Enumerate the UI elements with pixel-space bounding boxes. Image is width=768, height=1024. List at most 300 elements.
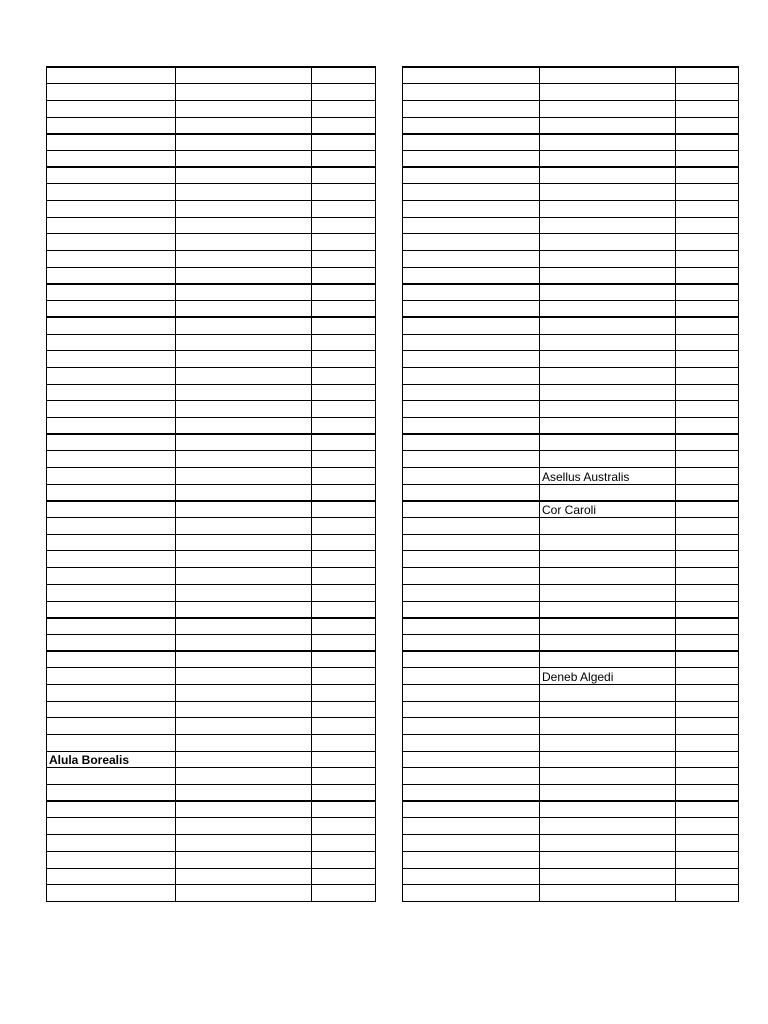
right-cell-r20-c0[interactable]	[403, 401, 540, 418]
right-cell-r3-c2[interactable]	[676, 117, 739, 134]
right-cell-r30-c2[interactable]	[676, 568, 739, 585]
left-cell-r34-c2[interactable]	[312, 634, 376, 651]
right-cell-r33-c0[interactable]	[403, 618, 540, 635]
right-cell-r21-c0[interactable]	[403, 417, 540, 434]
left-cell-r32-c0[interactable]	[47, 601, 176, 618]
left-cell-r12-c0[interactable]	[47, 267, 176, 284]
right-cell-r47-c1[interactable]	[540, 851, 676, 868]
left-cell-r32-c1[interactable]	[176, 601, 312, 618]
right-cell-r25-c0[interactable]	[403, 484, 540, 501]
right-cell-r23-c1[interactable]	[540, 451, 676, 468]
right-cell-r20-c1[interactable]	[540, 401, 676, 418]
right-cell-r13-c1[interactable]	[540, 284, 676, 301]
left-cell-r49-c1[interactable]	[176, 885, 312, 902]
right-cell-r8-c0[interactable]	[403, 201, 540, 218]
left-cell-r39-c2[interactable]	[312, 718, 376, 735]
left-cell-r42-c2[interactable]	[312, 768, 376, 785]
left-cell-r46-c2[interactable]	[312, 835, 376, 852]
right-cell-r6-c2[interactable]	[676, 167, 739, 184]
right-cell-r25-c1[interactable]	[540, 484, 676, 501]
right-cell-r7-c1[interactable]	[540, 184, 676, 201]
right-cell-r42-c0[interactable]	[403, 768, 540, 785]
right-cell-r27-c1[interactable]	[540, 518, 676, 535]
right-cell-r16-c0[interactable]	[403, 334, 540, 351]
right-cell-r49-c0[interactable]	[403, 885, 540, 902]
right-cell-r16-c1[interactable]	[540, 334, 676, 351]
left-cell-r13-c0[interactable]	[47, 284, 176, 301]
left-cell-r1-c2[interactable]	[312, 84, 376, 101]
left-cell-r4-c0[interactable]	[47, 134, 176, 151]
left-cell-r27-c1[interactable]	[176, 518, 312, 535]
right-cell-r39-c0[interactable]	[403, 718, 540, 735]
right-cell-r45-c1[interactable]	[540, 818, 676, 835]
left-cell-r10-c1[interactable]	[176, 234, 312, 251]
left-cell-r36-c2[interactable]	[312, 668, 376, 685]
right-cell-r1-c0[interactable]	[403, 84, 540, 101]
right-cell-r26-c1[interactable]	[540, 501, 676, 518]
left-cell-r18-c0[interactable]	[47, 367, 176, 384]
left-cell-r42-c0[interactable]	[47, 768, 176, 785]
right-cell-r11-c1[interactable]	[540, 251, 676, 268]
right-cell-r30-c1[interactable]	[540, 568, 676, 585]
left-cell-r22-c1[interactable]	[176, 434, 312, 451]
left-cell-r30-c2[interactable]	[312, 568, 376, 585]
left-cell-r37-c1[interactable]	[176, 684, 312, 701]
left-cell-r28-c1[interactable]	[176, 534, 312, 551]
right-cell-r11-c2[interactable]	[676, 251, 739, 268]
left-cell-r21-c0[interactable]	[47, 417, 176, 434]
right-cell-r15-c2[interactable]	[676, 317, 739, 334]
left-cell-r26-c2[interactable]	[312, 501, 376, 518]
left-cell-r38-c2[interactable]	[312, 701, 376, 718]
right-cell-r0-c1[interactable]	[540, 67, 676, 84]
left-cell-r36-c0[interactable]	[47, 668, 176, 685]
left-cell-r8-c0[interactable]	[47, 201, 176, 218]
left-cell-r46-c0[interactable]	[47, 835, 176, 852]
left-cell-r46-c1[interactable]	[176, 835, 312, 852]
right-cell-r8-c1[interactable]	[540, 201, 676, 218]
left-cell-r14-c0[interactable]	[47, 301, 176, 318]
right-cell-r15-c0[interactable]	[403, 317, 540, 334]
left-cell-r12-c2[interactable]	[312, 267, 376, 284]
left-cell-r5-c0[interactable]	[47, 150, 176, 167]
right-cell-r8-c2[interactable]	[676, 201, 739, 218]
left-cell-r33-c0[interactable]	[47, 618, 176, 635]
right-cell-r12-c0[interactable]	[403, 267, 540, 284]
left-cell-r24-c1[interactable]	[176, 468, 312, 485]
right-cell-r17-c2[interactable]	[676, 351, 739, 368]
right-cell-r49-c2[interactable]	[676, 885, 739, 902]
right-cell-r36-c2[interactable]	[676, 668, 739, 685]
right-cell-r47-c0[interactable]	[403, 851, 540, 868]
left-cell-r0-c0[interactable]	[47, 67, 176, 84]
right-cell-r18-c2[interactable]	[676, 367, 739, 384]
right-cell-r2-c1[interactable]	[540, 100, 676, 117]
right-cell-r33-c2[interactable]	[676, 618, 739, 635]
right-cell-r38-c1[interactable]	[540, 701, 676, 718]
left-cell-r2-c0[interactable]	[47, 100, 176, 117]
right-cell-r34-c2[interactable]	[676, 634, 739, 651]
right-cell-r0-c0[interactable]	[403, 67, 540, 84]
right-cell-r0-c2[interactable]	[676, 67, 739, 84]
right-cell-r37-c1[interactable]	[540, 684, 676, 701]
left-cell-r33-c1[interactable]	[176, 618, 312, 635]
right-cell-r40-c1[interactable]	[540, 735, 676, 752]
right-cell-r41-c0[interactable]	[403, 751, 540, 768]
right-cell-r38-c0[interactable]	[403, 701, 540, 718]
left-cell-r6-c0[interactable]	[47, 167, 176, 184]
right-cell-r48-c1[interactable]	[540, 868, 676, 885]
left-cell-r0-c1[interactable]	[176, 67, 312, 84]
right-cell-r22-c1[interactable]	[540, 434, 676, 451]
right-cell-r40-c2[interactable]	[676, 735, 739, 752]
right-cell-r3-c1[interactable]	[540, 117, 676, 134]
left-cell-r16-c0[interactable]	[47, 334, 176, 351]
left-cell-r3-c2[interactable]	[312, 117, 376, 134]
right-cell-r29-c0[interactable]	[403, 551, 540, 568]
left-cell-r27-c2[interactable]	[312, 518, 376, 535]
right-cell-r3-c0[interactable]	[403, 117, 540, 134]
left-cell-r27-c0[interactable]	[47, 518, 176, 535]
left-cell-r7-c0[interactable]	[47, 184, 176, 201]
right-cell-r48-c2[interactable]	[676, 868, 739, 885]
right-cell-r17-c1[interactable]	[540, 351, 676, 368]
right-cell-r14-c2[interactable]	[676, 301, 739, 318]
left-cell-r11-c1[interactable]	[176, 251, 312, 268]
right-cell-r41-c1[interactable]	[540, 751, 676, 768]
right-cell-r14-c1[interactable]	[540, 301, 676, 318]
right-cell-r24-c2[interactable]	[676, 468, 739, 485]
left-cell-r10-c0[interactable]	[47, 234, 176, 251]
right-cell-r37-c2[interactable]	[676, 684, 739, 701]
right-cell-r16-c2[interactable]	[676, 334, 739, 351]
right-cell-r9-c1[interactable]	[540, 217, 676, 234]
right-cell-r31-c2[interactable]	[676, 584, 739, 601]
right-cell-r22-c0[interactable]	[403, 434, 540, 451]
left-cell-r16-c2[interactable]	[312, 334, 376, 351]
left-cell-r26-c1[interactable]	[176, 501, 312, 518]
right-cell-r6-c1[interactable]	[540, 167, 676, 184]
left-cell-r40-c0[interactable]	[47, 735, 176, 752]
left-cell-r34-c0[interactable]	[47, 634, 176, 651]
right-cell-r12-c2[interactable]	[676, 267, 739, 284]
left-cell-r5-c2[interactable]	[312, 150, 376, 167]
left-cell-r12-c1[interactable]	[176, 267, 312, 284]
left-cell-r22-c2[interactable]	[312, 434, 376, 451]
left-cell-r18-c2[interactable]	[312, 367, 376, 384]
left-cell-r22-c0[interactable]	[47, 434, 176, 451]
left-cell-r11-c0[interactable]	[47, 251, 176, 268]
left-cell-r37-c2[interactable]	[312, 684, 376, 701]
right-cell-r5-c1[interactable]	[540, 150, 676, 167]
left-cell-r21-c2[interactable]	[312, 417, 376, 434]
right-cell-r11-c0[interactable]	[403, 251, 540, 268]
left-cell-r20-c1[interactable]	[176, 401, 312, 418]
right-cell-r19-c2[interactable]	[676, 384, 739, 401]
right-cell-r42-c2[interactable]	[676, 768, 739, 785]
right-cell-r9-c2[interactable]	[676, 217, 739, 234]
right-cell-r38-c2[interactable]	[676, 701, 739, 718]
right-cell-r2-c0[interactable]	[403, 100, 540, 117]
left-cell-r7-c2[interactable]	[312, 184, 376, 201]
left-cell-r44-c2[interactable]	[312, 801, 376, 818]
right-cell-r36-c0[interactable]	[403, 668, 540, 685]
left-cell-r29-c1[interactable]	[176, 551, 312, 568]
left-cell-r24-c0[interactable]	[47, 468, 176, 485]
left-cell-r21-c1[interactable]	[176, 417, 312, 434]
left-cell-r31-c2[interactable]	[312, 584, 376, 601]
right-cell-r9-c0[interactable]	[403, 217, 540, 234]
left-cell-r35-c2[interactable]	[312, 651, 376, 668]
left-cell-r9-c1[interactable]	[176, 217, 312, 234]
left-cell-r41-c0[interactable]	[47, 751, 176, 768]
left-cell-r16-c1[interactable]	[176, 334, 312, 351]
left-cell-r19-c0[interactable]	[47, 384, 176, 401]
right-cell-r27-c0[interactable]	[403, 518, 540, 535]
left-cell-r4-c2[interactable]	[312, 134, 376, 151]
right-cell-r5-c2[interactable]	[676, 150, 739, 167]
right-cell-r43-c2[interactable]	[676, 785, 739, 802]
left-cell-r35-c1[interactable]	[176, 651, 312, 668]
left-cell-r38-c1[interactable]	[176, 701, 312, 718]
right-cell-r28-c2[interactable]	[676, 534, 739, 551]
left-cell-r43-c1[interactable]	[176, 785, 312, 802]
left-cell-r37-c0[interactable]	[47, 684, 176, 701]
right-cell-r23-c0[interactable]	[403, 451, 540, 468]
right-cell-r39-c2[interactable]	[676, 718, 739, 735]
right-cell-r26-c2[interactable]	[676, 501, 739, 518]
right-cell-r10-c0[interactable]	[403, 234, 540, 251]
left-cell-r45-c2[interactable]	[312, 818, 376, 835]
left-cell-r17-c2[interactable]	[312, 351, 376, 368]
left-cell-r14-c1[interactable]	[176, 301, 312, 318]
left-cell-r6-c1[interactable]	[176, 167, 312, 184]
left-cell-r29-c2[interactable]	[312, 551, 376, 568]
right-cell-r4-c2[interactable]	[676, 134, 739, 151]
right-cell-r25-c2[interactable]	[676, 484, 739, 501]
left-cell-r40-c2[interactable]	[312, 735, 376, 752]
left-cell-r31-c0[interactable]	[47, 584, 176, 601]
left-cell-r17-c0[interactable]	[47, 351, 176, 368]
right-cell-r5-c0[interactable]	[403, 150, 540, 167]
left-cell-r23-c2[interactable]	[312, 451, 376, 468]
left-cell-r5-c1[interactable]	[176, 150, 312, 167]
right-cell-r34-c0[interactable]	[403, 634, 540, 651]
left-cell-r42-c1[interactable]	[176, 768, 312, 785]
right-cell-r2-c2[interactable]	[676, 100, 739, 117]
left-cell-r11-c2[interactable]	[312, 251, 376, 268]
left-cell-r44-c1[interactable]	[176, 801, 312, 818]
right-cell-r32-c2[interactable]	[676, 601, 739, 618]
left-cell-r45-c1[interactable]	[176, 818, 312, 835]
left-cell-r38-c0[interactable]	[47, 701, 176, 718]
right-cell-r1-c1[interactable]	[540, 84, 676, 101]
right-cell-r22-c2[interactable]	[676, 434, 739, 451]
left-cell-r47-c1[interactable]	[176, 851, 312, 868]
left-cell-r39-c0[interactable]	[47, 718, 176, 735]
right-cell-r46-c0[interactable]	[403, 835, 540, 852]
right-cell-r7-c2[interactable]	[676, 184, 739, 201]
left-cell-r32-c2[interactable]	[312, 601, 376, 618]
right-cell-r28-c0[interactable]	[403, 534, 540, 551]
left-cell-r47-c0[interactable]	[47, 851, 176, 868]
right-cell-r21-c1[interactable]	[540, 417, 676, 434]
right-cell-r36-c1[interactable]	[540, 668, 676, 685]
left-cell-r9-c0[interactable]	[47, 217, 176, 234]
right-cell-r45-c0[interactable]	[403, 818, 540, 835]
left-cell-r10-c2[interactable]	[312, 234, 376, 251]
right-cell-r21-c2[interactable]	[676, 417, 739, 434]
left-cell-r8-c2[interactable]	[312, 201, 376, 218]
right-cell-r41-c2[interactable]	[676, 751, 739, 768]
left-cell-r43-c2[interactable]	[312, 785, 376, 802]
left-cell-r40-c1[interactable]	[176, 735, 312, 752]
right-cell-r43-c0[interactable]	[403, 785, 540, 802]
left-cell-r20-c0[interactable]	[47, 401, 176, 418]
right-cell-r20-c2[interactable]	[676, 401, 739, 418]
right-cell-r24-c1[interactable]	[540, 468, 676, 485]
right-cell-r12-c1[interactable]	[540, 267, 676, 284]
left-cell-r1-c0[interactable]	[47, 84, 176, 101]
left-cell-r45-c0[interactable]	[47, 818, 176, 835]
left-cell-r35-c0[interactable]	[47, 651, 176, 668]
right-cell-r49-c1[interactable]	[540, 885, 676, 902]
right-cell-r4-c1[interactable]	[540, 134, 676, 151]
left-cell-r19-c2[interactable]	[312, 384, 376, 401]
right-cell-r31-c0[interactable]	[403, 584, 540, 601]
right-cell-r30-c0[interactable]	[403, 568, 540, 585]
right-cell-r44-c2[interactable]	[676, 801, 739, 818]
right-cell-r26-c0[interactable]	[403, 501, 540, 518]
right-cell-r46-c2[interactable]	[676, 835, 739, 852]
left-cell-r36-c1[interactable]	[176, 668, 312, 685]
right-cell-r15-c1[interactable]	[540, 317, 676, 334]
right-cell-r19-c1[interactable]	[540, 384, 676, 401]
left-cell-r3-c1[interactable]	[176, 117, 312, 134]
left-cell-r3-c0[interactable]	[47, 117, 176, 134]
left-cell-r24-c2[interactable]	[312, 468, 376, 485]
right-cell-r19-c0[interactable]	[403, 384, 540, 401]
left-cell-r2-c2[interactable]	[312, 100, 376, 117]
left-cell-r18-c1[interactable]	[176, 367, 312, 384]
left-cell-r29-c0[interactable]	[47, 551, 176, 568]
left-cell-r20-c2[interactable]	[312, 401, 376, 418]
left-cell-r15-c1[interactable]	[176, 317, 312, 334]
right-cell-r10-c2[interactable]	[676, 234, 739, 251]
left-cell-r2-c1[interactable]	[176, 100, 312, 117]
left-cell-r23-c0[interactable]	[47, 451, 176, 468]
right-cell-r1-c2[interactable]	[676, 84, 739, 101]
right-cell-r35-c2[interactable]	[676, 651, 739, 668]
left-cell-r48-c1[interactable]	[176, 868, 312, 885]
left-cell-r25-c0[interactable]	[47, 484, 176, 501]
left-cell-r41-c2[interactable]	[312, 751, 376, 768]
right-cell-r4-c0[interactable]	[403, 134, 540, 151]
left-cell-r33-c2[interactable]	[312, 618, 376, 635]
right-cell-r43-c1[interactable]	[540, 785, 676, 802]
left-cell-r48-c2[interactable]	[312, 868, 376, 885]
left-cell-r49-c2[interactable]	[312, 885, 376, 902]
left-cell-r13-c2[interactable]	[312, 284, 376, 301]
right-cell-r14-c0[interactable]	[403, 301, 540, 318]
right-cell-r29-c1[interactable]	[540, 551, 676, 568]
left-cell-r43-c0[interactable]	[47, 785, 176, 802]
left-cell-r28-c2[interactable]	[312, 534, 376, 551]
right-cell-r47-c2[interactable]	[676, 851, 739, 868]
left-cell-r8-c1[interactable]	[176, 201, 312, 218]
right-cell-r32-c0[interactable]	[403, 601, 540, 618]
right-cell-r37-c0[interactable]	[403, 684, 540, 701]
right-cell-r39-c1[interactable]	[540, 718, 676, 735]
right-cell-r13-c0[interactable]	[403, 284, 540, 301]
right-cell-r6-c0[interactable]	[403, 167, 540, 184]
right-cell-r29-c2[interactable]	[676, 551, 739, 568]
left-cell-r28-c0[interactable]	[47, 534, 176, 551]
right-cell-r23-c2[interactable]	[676, 451, 739, 468]
left-cell-r48-c0[interactable]	[47, 868, 176, 885]
left-cell-r0-c2[interactable]	[312, 67, 376, 84]
left-cell-r4-c1[interactable]	[176, 134, 312, 151]
right-cell-r13-c2[interactable]	[676, 284, 739, 301]
right-cell-r44-c1[interactable]	[540, 801, 676, 818]
right-cell-r40-c0[interactable]	[403, 735, 540, 752]
right-cell-r28-c1[interactable]	[540, 534, 676, 551]
left-cell-r15-c2[interactable]	[312, 317, 376, 334]
left-cell-r39-c1[interactable]	[176, 718, 312, 735]
left-cell-r19-c1[interactable]	[176, 384, 312, 401]
right-cell-r34-c1[interactable]	[540, 634, 676, 651]
left-cell-r31-c1[interactable]	[176, 584, 312, 601]
right-cell-r31-c1[interactable]	[540, 584, 676, 601]
left-cell-r13-c1[interactable]	[176, 284, 312, 301]
right-cell-r17-c0[interactable]	[403, 351, 540, 368]
left-cell-r25-c1[interactable]	[176, 484, 312, 501]
left-cell-r23-c1[interactable]	[176, 451, 312, 468]
left-cell-r15-c0[interactable]	[47, 317, 176, 334]
left-cell-r49-c0[interactable]	[47, 885, 176, 902]
left-cell-r7-c1[interactable]	[176, 184, 312, 201]
right-cell-r32-c1[interactable]	[540, 601, 676, 618]
right-cell-r33-c1[interactable]	[540, 618, 676, 635]
left-cell-r14-c2[interactable]	[312, 301, 376, 318]
right-cell-r46-c1[interactable]	[540, 835, 676, 852]
right-cell-r24-c0[interactable]	[403, 468, 540, 485]
left-cell-r47-c2[interactable]	[312, 851, 376, 868]
right-cell-r42-c1[interactable]	[540, 768, 676, 785]
left-cell-r41-c1[interactable]	[176, 751, 312, 768]
right-cell-r35-c0[interactable]	[403, 651, 540, 668]
left-cell-r1-c1[interactable]	[176, 84, 312, 101]
left-cell-r9-c2[interactable]	[312, 217, 376, 234]
left-cell-r30-c1[interactable]	[176, 568, 312, 585]
right-cell-r44-c0[interactable]	[403, 801, 540, 818]
left-cell-r30-c0[interactable]	[47, 568, 176, 585]
right-cell-r27-c2[interactable]	[676, 518, 739, 535]
right-cell-r35-c1[interactable]	[540, 651, 676, 668]
right-cell-r48-c0[interactable]	[403, 868, 540, 885]
right-cell-r10-c1[interactable]	[540, 234, 676, 251]
left-cell-r26-c0[interactable]	[47, 501, 176, 518]
left-cell-r44-c0[interactable]	[47, 801, 176, 818]
right-cell-r18-c0[interactable]	[403, 367, 540, 384]
right-cell-r18-c1[interactable]	[540, 367, 676, 384]
left-cell-r25-c2[interactable]	[312, 484, 376, 501]
right-cell-r7-c0[interactable]	[403, 184, 540, 201]
right-cell-r45-c2[interactable]	[676, 818, 739, 835]
left-cell-r34-c1[interactable]	[176, 634, 312, 651]
left-cell-r17-c1[interactable]	[176, 351, 312, 368]
left-cell-r6-c2[interactable]	[312, 167, 376, 184]
